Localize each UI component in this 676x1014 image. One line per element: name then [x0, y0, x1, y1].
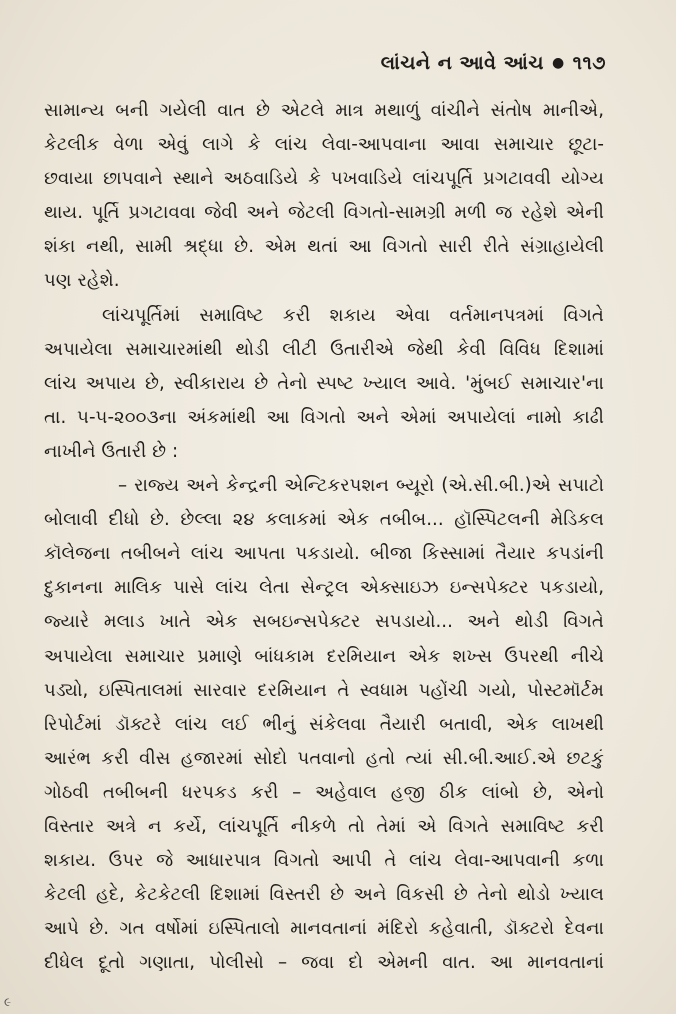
- running-header: [381, 52, 606, 74]
- text-line: અપાયેલા સમાચાર પ્રમાણે બાંધકામ દરમિયાન એક શખ્સ ઉપરથી નીચે: [44, 645, 604, 667]
- text-line: બોલાવી દીધો છે. છેલ્લા ૨૪ કલાકમાં એક તબીબ... હૉસ્પિટલની મેડિકલ: [44, 509, 604, 531]
- text-line: કેટલીક વેળા એવું લાગે કે લાંચ લેવા-આપવાના આવા સમાચાર છૂટા-: [44, 134, 604, 156]
- text-line: શંકા નથી, સામી શ્રદ્ધા છે. એમ થતાં આ વિગતો સારી રીતે સંગ્રાહાયેલી: [44, 236, 604, 258]
- text-line: લાંચ અપાય છે, સ્વીકારાય છે તેનો સ્પષ્ટ ખ્યાલ આવે. 'મુંબઈ સમાચાર'ના: [44, 372, 604, 394]
- text-line: નાખીને ઉતારી છે :: [44, 440, 179, 462]
- page-number: ૧૧૭: [572, 52, 606, 74]
- text-line: – રાજ્ય અને કેન્દ્રની એન્ટિકરપશન બ્યૂરો (એ.સી.બી.)એ સપાટો: [118, 475, 604, 497]
- text-line: દુકાનના માલિક પાસે લાંચ લેતા સેન્ટ્રલ એક્સાઇઝ ઇન્સપેક્ટર પકડાયો,: [44, 577, 604, 599]
- text-line: આપે છે. ગત વર્ષોમાં ઇસ્પિતાલો માનવતાનાં મંદિરો કહેવાતી, ડૉક્ટરો દેવના: [44, 918, 604, 940]
- text-line: આરંભ કરી વીસ હજારમાં સોદો પતવાનો હતો ત્યાં સી.બી.આઈ.એ છટકું: [44, 747, 604, 769]
- text-line: લાંચપૂર્તિમાં સમાવિષ્ટ કરી શકાય એવા વર્તમાનપત્રમાં વિગતે: [102, 304, 604, 326]
- text-line: તા. ૫-૫-૨૦૦૩ના અંકમાંથી આ વિગતો અને એમાં અપાયેલાં નામો કાઢી: [44, 406, 604, 428]
- text-line: પણ રહેશે.: [44, 270, 120, 292]
- text-line: કૉલેજના તબીબને લાંચ આપતા પકડાયો. બીજા કિસ્સામાં તૈયાર કપડાંની: [44, 543, 604, 565]
- text-line: રિપોર્ટમાં ડૉક્ટરે લાંચ લઈ ભીનું સંકેલવા તૈયારી બતાવી, એક લાખથી: [44, 713, 604, 735]
- text-line: છવાયા છાપવાને સ્થાને અઠવાડિયે કે પખવાડિયે લાંચપૂર્તિ પ્રગટાવવી યોગ્ય: [44, 168, 604, 190]
- text-line: અપાયેલા સમાચારમાંથી થોડી લીટી ઉતારીએ જેથી કેવી વિવિધ દિશામાં: [44, 338, 604, 360]
- text-line: સામાન્ય બની ગયેલી વાત છે એટલે માત્ર મથાળું વાંચીને સંતોષ માનીએ,: [44, 100, 604, 121]
- text-line: વિસ્તાર અત્રે ન કર્યે, લાંચપૂર્તિ નીકળે તો તેમાં એ વિગતે સમાવિષ્ટ કરી: [44, 815, 604, 837]
- body-text: [44, 94, 604, 980]
- text-line: ગોઠવી તબીબની ધરપકડ કરી – અહેવાલ હજી ઠીક લાંબો છે, એનો: [44, 781, 604, 803]
- text-line: જ્યારે મલાડ ખાતે એક સબઇન્સપેક્ટર સપડાયો... અને થોડી વિગતે: [44, 611, 604, 633]
- text-line: પડ્યો, ઇસ્પિતાલમાં સારવાર દરમિયાન તે સ્વધામ પહોંચી ગયો, પોસ્ટમૉર્ટમ: [44, 679, 604, 701]
- running-title: લાંચને ન આવે આંચ: [380, 52, 544, 74]
- bullet-separator: ●: [551, 55, 565, 71]
- text-line: શકાય. ઉપર જે આધારપાત્ર વિગતો આપી તે લાંચ લેવા-આપવાની કળા: [44, 850, 604, 872]
- text-line: કેટલી હદે, કેટકેટલી દિશામાં વિસ્તરી છે અને વિકસી છે તેનો થોડો ખ્યાલ: [44, 884, 604, 906]
- text-line: દીધેલ દૂતો ગણાતા, પોલીસો – જવા દો એમની વાત. આ માનવતાનાં: [44, 952, 604, 974]
- text-line: થાય. પૂર્તિ પ્રગટાવવા જેવી અને જેટલી વિગતો-સામગ્રી મળી જ રહેશે એની: [44, 202, 604, 224]
- corner-mark: ૯: [4, 995, 12, 1009]
